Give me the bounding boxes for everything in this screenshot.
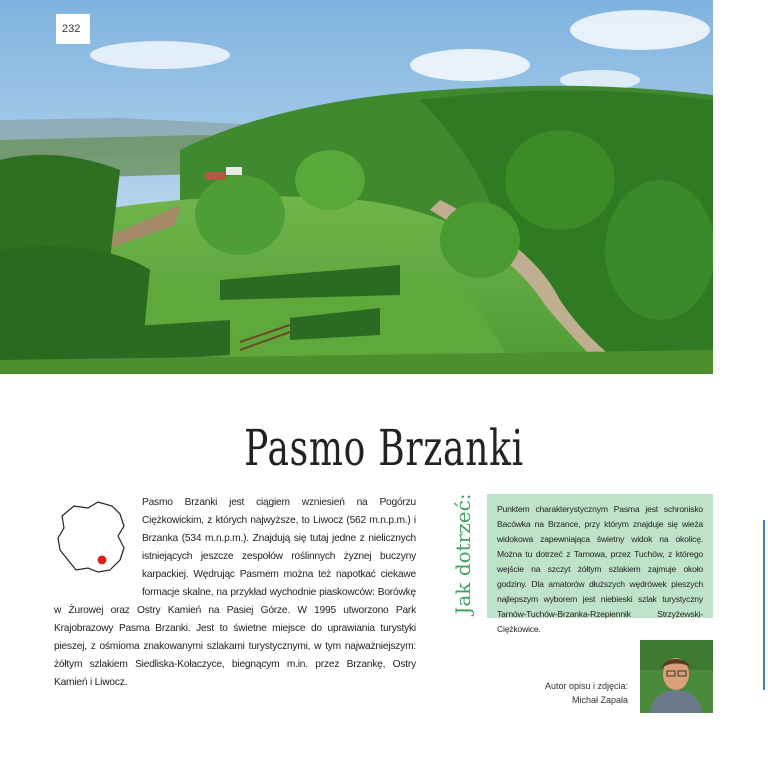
how-to-get-box: Punktem charakterystycznym Pasma jest schronisko Bacówka na Brzance, przy którym znajduje się wieża widokowa zapewniająca świetny widok na okolicę. Można tu dotrzeć z Tarnowa, przez Tuchów, z którego wejście na szczyt żółtym szlakiem zajmuje około godziny. Dla amatorów dłuższych wędrówek pieszych najlepszym wyborem jest niebieski szlak turystyczny Tarnów-Tuchów-Brzanka-Rzepiennik Strzyżewski-Ciężkowice. — [487, 494, 713, 618]
author-credit — [545, 679, 628, 707]
article-body — [54, 494, 416, 692]
page-number: 232 — [56, 14, 90, 44]
article-title: Pasmo Brzanki — [244, 418, 524, 477]
article-paragraph: Pasmo Brzanki jest ciągiem wzniesień na Pogórzu Ciężkowickim, z których najwyższe, to Liwocz (562 m.n.p.m.) i Brzanka (534 m.n.p.m.). Znajdują się tutaj jedne z nielicznych istniejących jeszcze zespołów roślinnych żyznej buczyny karpackiej. Wędrując Pasmem można też napotkać ciekawe formacje skalne, na przykład wychodnie piaskowców: Borówkę w Żurowej oraz Ostry Kamień na Pasiej Górze. W 1995 utworzono Park Krajobrazowy Pasma Brzanki. Jest to świetne miejsce do uprawiania turystyki pieszej, z ośmioma znakowanymi szlakami turystycznymi, w tym najważniejszym: żółtym szlakiem Siedliska-Kołaczyce, biegnącym m.in. przez Brzankę, Ostry Kamień i Liwocz. — [54, 497, 416, 688]
author-label: Autor opisu i zdjęcia: — [544, 681, 628, 691]
landscape-photo — [0, 0, 713, 374]
author-photo — [640, 640, 713, 713]
how-to-get-label — [450, 490, 476, 618]
decorative-stripe — [760, 520, 768, 690]
author-name: Michał Zapała — [571, 695, 628, 705]
how-to-get-text: Jak dotrzeć: — [451, 493, 475, 615]
